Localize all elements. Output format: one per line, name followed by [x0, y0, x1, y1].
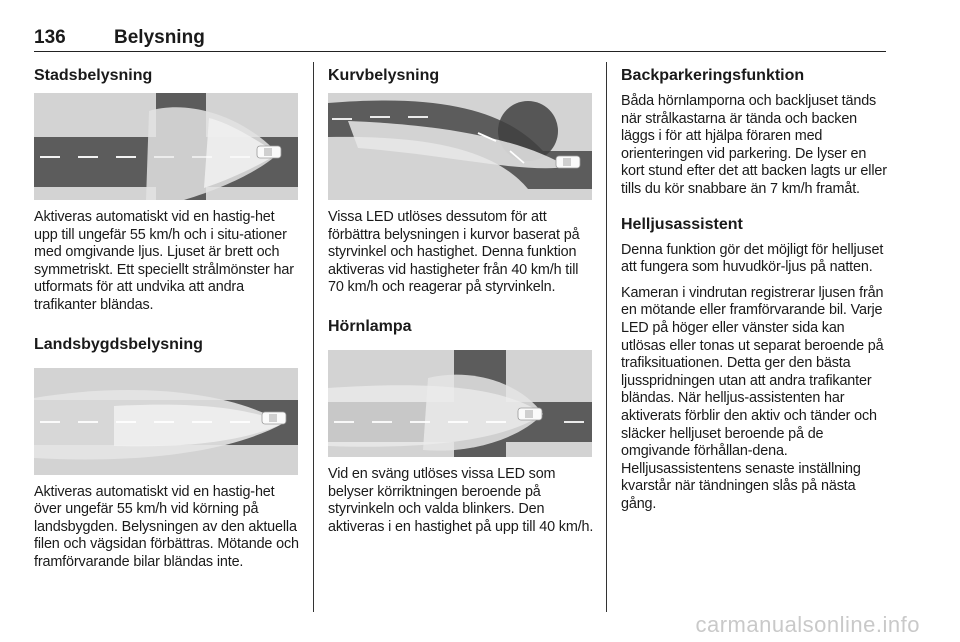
country-light-illustration — [34, 368, 298, 475]
section-heading-helljusassistent: Helljusassistent — [621, 215, 743, 233]
text-helljusassistent-intro: Denna funktion gör det möjligt för helljuset att fungera som huvudkör-ljus på natten. — [621, 241, 884, 276]
car-icon — [556, 156, 580, 168]
car-icon — [518, 408, 542, 420]
page-number: 136 — [34, 27, 66, 48]
watermark: carmanualsonline.info — [695, 612, 920, 637]
page-title: Belysning — [114, 27, 205, 48]
column-2 — [328, 66, 594, 544]
section-heading-backparkeringsfunktion: Backparkeringsfunktion — [621, 67, 805, 84]
text-landsbygdsbelysning: Aktiveras automatiskt vid en hastig-het över ungefär 55 km/h vid körning på landsbygden. Belysningen av den aktuella filen och vägsidan förbättras. Mötande och framförvarande bilar bländas inte. — [34, 483, 299, 570]
text-helljusassistent-details: Kameran i vindrutan registrerar ljusen från en mötande eller framförvarande bil. Varje LED på höger eller vänster sida kan utlösas eller tonas ut separat beroende på trafiksituationen. Detta ger den bästa ljusspridningen utan att andra trafikanter bländas. När helljus-assistenten har aktiverats förblir den aktiv och tänder och släcker helljuset beroende på de omgivande förhållan-dena. Helljusassistentens senaste inställning kvarstår när tändningen slås på nästa gång. — [621, 284, 884, 512]
car-icon — [262, 412, 286, 424]
section-heading-kurvbelysning: Kurvbelysning — [328, 67, 440, 84]
column-divider — [313, 62, 314, 612]
text-backparkeringsfunktion: Båda hörnlamporna och backljuset tänds när strålkastarna är tända och backen läggs i för att hjälpa föraren med orienteringen vid parkering. De lyser en kort stund efter det att backen lagts ur eller tills du kör snabbare än 7 km/h framåt. — [621, 93, 887, 197]
corner-light-illustration — [328, 350, 592, 457]
column-3 — [621, 66, 887, 521]
text-stadsbelysning: Aktiveras automatiskt vid en hastig-het upp till ungefär 55 km/h och i situ-ationer med omgivande ljus. Ljuset är brett och symmetriskt. Ett speciellt strålmönster har utformats för att undvika att andra trafikanter bländas. — [34, 209, 294, 313]
curve-light-illustration — [328, 93, 592, 200]
column-1 — [34, 66, 300, 580]
column-divider — [606, 62, 607, 612]
text-hornlampa: Vid en sväng utlöses vissa LED som belyser körriktningen beroende på styrvinkeln och valda blinkers. Den aktiveras i en hastighet på upp till 40 km/h. — [328, 465, 594, 535]
section-heading-landsbygdsbelysning: Landsbygdsbelysning — [34, 335, 203, 353]
car-icon — [257, 146, 281, 158]
section-heading-stadsbelysning: Stadsbelysning — [34, 67, 153, 84]
page-header — [34, 27, 886, 52]
text-kurvbelysning: Vissa LED utlöses dessutom för att förbättra belysningen i kurvor baserat på styrvinkel och hastighet. Denna funktion aktiveras vid hastigheter från 40 km/h till 70 km/h och reagerar på styrvinkeln. — [328, 209, 580, 296]
city-light-illustration — [34, 93, 298, 200]
section-heading-hornlampa: Hörnlampa — [328, 317, 412, 335]
